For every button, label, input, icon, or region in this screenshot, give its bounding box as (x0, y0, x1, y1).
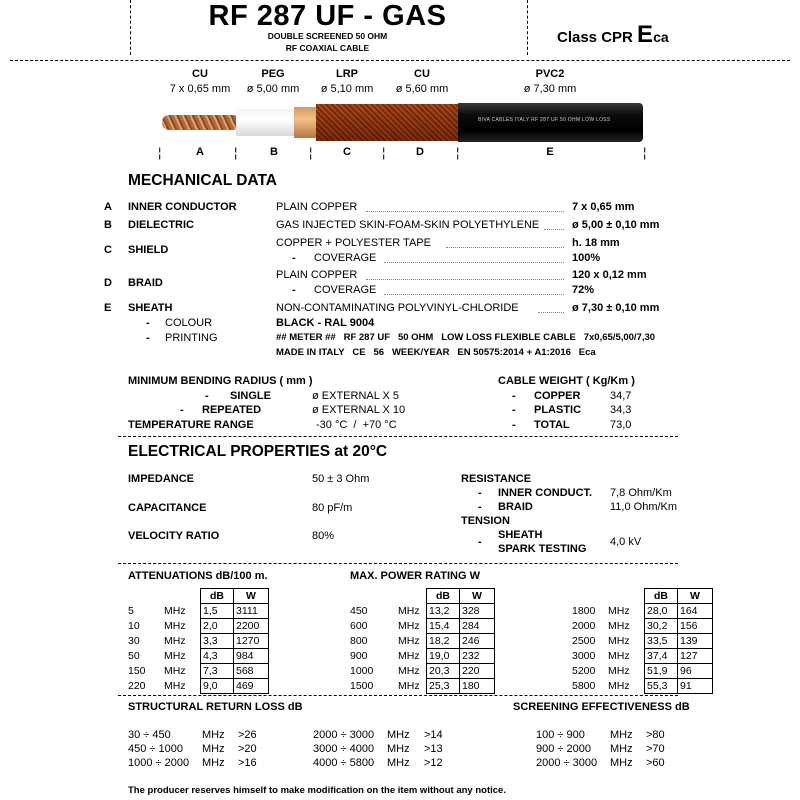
resistance-title: RESISTANCE (461, 473, 532, 485)
colour-value: BLACK - RAL 9004 (276, 317, 375, 329)
db-cell: 51,9 (645, 664, 678, 679)
unit-cell: MHz (608, 619, 630, 632)
bending-value: ø EXTERNAL X 10 (312, 404, 406, 416)
table-row (350, 619, 495, 634)
w-cell: 284 (460, 619, 495, 634)
section-divider (118, 563, 678, 564)
weight-title: CABLE WEIGHT ( Kg/Km ) (498, 375, 635, 387)
electrical-value: 80 pF/m (312, 502, 353, 514)
value-cell: >12 (424, 757, 443, 769)
bending-label: REPEATED (202, 404, 262, 416)
section-tick: ¦ (234, 145, 238, 160)
unit-cell: MHz (164, 664, 186, 677)
db-cell: 7,3 (201, 664, 234, 679)
weight-dash: - (512, 404, 516, 416)
freq-cell: 1800 (572, 604, 596, 617)
printing-dash: - (146, 332, 150, 344)
weight-dash: - (512, 419, 516, 431)
section-tick: ¦ (158, 145, 162, 160)
value-cell: >14 (424, 729, 443, 741)
section-tick: ¦ (382, 145, 386, 160)
row-desc: PLAIN COPPER (276, 201, 358, 213)
freq-cell: 30 (128, 634, 140, 647)
w-cell: 1270 (234, 634, 269, 649)
w-cell: 220 (460, 664, 495, 679)
table-row (350, 604, 495, 619)
table-row (572, 604, 713, 619)
w-cell: 469 (234, 679, 269, 694)
foil-shield (294, 107, 318, 138)
bending-dash: - (205, 390, 209, 402)
unit-cell: MHz (610, 729, 633, 741)
section-tick: ¦ (456, 145, 460, 160)
value-cell: >60 (646, 757, 665, 769)
freq-cell: 220 (128, 679, 146, 692)
leader-dots (384, 294, 564, 295)
range-cell: 2000 ÷ 3000 (536, 757, 598, 769)
row-letter: C (104, 244, 112, 256)
table-row (350, 664, 495, 679)
bending-label: SINGLE (230, 390, 271, 402)
row-desc: GAS INJECTED SKIN-FOAM-SKIN POLYETHYLENE (276, 219, 540, 231)
db-cell: 4,3 (201, 649, 234, 664)
mechanical-data-title: MECHANICAL DATA (128, 172, 277, 189)
footer-note: The producer reserves himself to make modification on the item without any notice. (128, 785, 506, 796)
freq-cell: 3000 (572, 649, 596, 662)
w-cell: 127 (678, 649, 713, 664)
power-title: MAX. POWER RATING W (350, 570, 480, 582)
table-row (128, 619, 269, 634)
w-cell: 246 (460, 634, 495, 649)
w-cell: 232 (460, 649, 495, 664)
unit-cell: MHz (608, 679, 630, 692)
range-cell: 4000 ÷ 5800 (313, 757, 375, 769)
tension-sub-2: SPARK TESTING (498, 543, 587, 555)
sub-value: 72% (572, 284, 595, 296)
db-cell: 1,5 (201, 604, 234, 619)
range-cell: 900 ÷ 2000 (536, 743, 591, 755)
sub-dash: - (292, 252, 296, 264)
table-row (128, 664, 269, 679)
col-w-header: W (460, 589, 495, 604)
range-cell: 2000 ÷ 3000 (313, 729, 375, 741)
electrical-label: IMPEDANCE (128, 473, 195, 485)
row-value: 7 x 0,65 mm (572, 201, 635, 213)
w-cell: 91 (678, 679, 713, 694)
inner-conductor (162, 115, 240, 130)
freq-cell: 5 (128, 604, 134, 617)
col-w-header: W (678, 589, 713, 604)
unit-cell: MHz (387, 757, 410, 769)
w-cell: 139 (678, 634, 713, 649)
row-label: DIELECTRIC (128, 219, 194, 231)
db-cell: 3,3 (201, 634, 234, 649)
value-cell: >16 (238, 757, 257, 769)
w-cell: 96 (678, 664, 713, 679)
resistance-dash: - (478, 487, 482, 499)
unit-cell: MHz (398, 649, 420, 662)
row-letter: A (104, 201, 112, 213)
row-letter: E (104, 302, 112, 314)
unit-cell: MHz (608, 649, 630, 662)
freq-cell: 5200 (572, 664, 596, 677)
db-cell: 37,4 (645, 649, 678, 664)
row-desc: COPPER + POLYESTER TAPE (276, 237, 431, 249)
page-title: RF 287 UF - GAS (208, 0, 447, 32)
electrical-label: CAPACITANCE (128, 502, 207, 514)
bending-dash: - (180, 404, 184, 416)
unit-cell: MHz (398, 604, 420, 617)
freq-cell: 10 (128, 619, 140, 632)
weight-label: PLASTIC (534, 404, 582, 416)
freq-cell: 2500 (572, 634, 596, 647)
tension-title: TENSION (461, 515, 510, 527)
table-row (128, 679, 269, 694)
table-row (572, 679, 713, 694)
unit-cell: MHz (608, 604, 630, 617)
unit-cell: MHz (387, 743, 410, 755)
range-cell: 30 ÷ 450 (128, 729, 171, 741)
db-cell: 13,2 (427, 604, 460, 619)
row-value: ø 5,00 ± 0,10 mm (572, 219, 660, 231)
table-header-row (572, 589, 713, 604)
weight-dash: - (512, 390, 516, 402)
electrical-label: VELOCITY RATIO (128, 530, 220, 542)
row-letter: B (104, 219, 112, 231)
resistance-dash: - (478, 501, 482, 513)
unit-cell: MHz (608, 634, 630, 647)
unit-cell: MHz (202, 757, 225, 769)
layer-name: LRP (336, 68, 358, 80)
section-letter: B (270, 146, 278, 158)
printing-line-2: MADE IN ITALY CE 56 WEEK/YEAR EN 50575:2014 + A1:2016 Eca (276, 347, 596, 358)
freq-cell: 2000 (572, 619, 596, 632)
range-cell: 1000 ÷ 2000 (128, 757, 190, 769)
class-cpr-sub: ca (653, 29, 669, 45)
weight-label: TOTAL (534, 419, 570, 431)
value-cell: >20 (238, 743, 257, 755)
layer-dim: ø 7,30 mm (523, 83, 577, 95)
value-cell: >80 (646, 729, 665, 741)
w-cell: 164 (678, 604, 713, 619)
unit-cell: MHz (387, 729, 410, 741)
freq-cell: 50 (128, 649, 140, 662)
row-value: 120 x 0,12 mm (572, 269, 647, 281)
weight-value: 73,0 (610, 419, 632, 431)
leader-dots (384, 262, 564, 263)
layer-dim: ø 5,10 mm (320, 83, 374, 95)
row-letter: D (104, 277, 112, 289)
class-cpr-label: Class CPR (557, 29, 633, 46)
header-divider-left (130, 0, 131, 55)
row-desc: PLAIN COPPER (276, 269, 358, 281)
table-row (350, 634, 495, 649)
subtitle-line-1: DOUBLE SCREENED 50 OHM (267, 31, 388, 41)
db-cell: 2,0 (201, 619, 234, 634)
unit-cell: MHz (398, 619, 420, 632)
sub-dash: - (292, 284, 296, 296)
range-cell: 450 ÷ 1000 (128, 743, 183, 755)
unit-cell: MHz (164, 679, 186, 692)
section-letter: C (343, 146, 351, 158)
w-cell: 156 (678, 619, 713, 634)
row-desc: NON-CONTAMINATING POLYVINYL-CHLORIDE (276, 302, 519, 314)
dielectric (236, 109, 296, 136)
table-row (572, 664, 713, 679)
unit-cell: MHz (164, 604, 186, 617)
row-value: ø 7,30 ± 0,10 mm (572, 302, 660, 314)
section-letter: A (196, 146, 204, 158)
layer-dim: 7 x 0,65 mm (169, 83, 231, 95)
db-cell: 9,0 (201, 679, 234, 694)
section-tick: ¦ (309, 145, 313, 160)
layer-name: CU (192, 68, 208, 80)
electrical-value: 80% (312, 530, 335, 542)
table-row (128, 634, 269, 649)
return-loss-title: STRUCTURAL RETURN LOSS dB (128, 701, 303, 713)
w-cell: 2200 (234, 619, 269, 634)
screening-title: SCREENING EFFECTIVENESS dB (513, 701, 690, 713)
freq-cell: 900 (350, 649, 368, 662)
range-cell: 100 ÷ 900 (536, 729, 585, 741)
tension-sub-1: SHEATH (498, 529, 543, 541)
col-db-header: dB (201, 589, 234, 604)
layer-dim: ø 5,60 mm (395, 83, 449, 95)
range-cell: 3000 ÷ 4000 (313, 743, 375, 755)
leader-dots (544, 229, 564, 230)
subtitle-line-2: RF COAXIAL CABLE (285, 43, 370, 53)
sub-value: 100% (572, 252, 601, 264)
layer-name: PVC2 (535, 68, 565, 80)
temperature-value: -30 °C / +70 °C (316, 419, 397, 431)
unit-cell: MHz (202, 729, 225, 741)
section-letter: D (416, 146, 424, 158)
table-row (572, 634, 713, 649)
table-row (350, 679, 495, 694)
table-header-row (350, 589, 495, 604)
table-row (128, 649, 269, 664)
row-label: INNER CONDUCTOR (128, 201, 237, 213)
db-cell: 30,2 (645, 619, 678, 634)
attenuation-table-2 (350, 588, 495, 694)
bending-value: ø EXTERNAL X 5 (312, 390, 400, 402)
table-row (350, 649, 495, 664)
layer-name: CU (414, 68, 430, 80)
freq-cell: 600 (350, 619, 368, 632)
weight-label: COPPER (534, 390, 581, 402)
freq-cell: 150 (128, 664, 146, 677)
w-cell: 568 (234, 664, 269, 679)
col-w-header: W (234, 589, 269, 604)
unit-cell: MHz (398, 679, 420, 692)
class-cpr-main: E (637, 21, 654, 48)
leader-dots (366, 211, 564, 212)
section-divider (118, 436, 678, 437)
weight-value: 34,3 (610, 404, 632, 416)
db-cell: 20,3 (427, 664, 460, 679)
freq-cell: 5800 (572, 679, 596, 692)
leader-dots (446, 247, 564, 248)
section-divider (118, 695, 678, 696)
freq-cell: 1000 (350, 664, 374, 677)
value-cell: >13 (424, 743, 443, 755)
leader-dots (538, 312, 564, 313)
layer-dim: ø 5,00 mm (246, 83, 300, 95)
printing-label: PRINTING (165, 332, 218, 344)
resistance-value: 7,8 Ohm/Km (610, 487, 672, 499)
db-cell: 25,3 (427, 679, 460, 694)
class-cpr (557, 21, 669, 49)
freq-cell: 1500 (350, 679, 374, 692)
temperature-label: TEMPERATURE RANGE (128, 419, 254, 431)
table-row (572, 649, 713, 664)
section-tick: ¦ (643, 145, 647, 160)
value-cell: >70 (646, 743, 665, 755)
table-header-row (128, 589, 269, 604)
row-value: h. 18 mm (572, 237, 620, 249)
layer-name: PEG (261, 68, 285, 80)
resistance-value: 11,0 Ohm/Km (610, 501, 678, 513)
resistance-label: BRAID (498, 501, 533, 513)
electrical-value: 50 ± 3 Ohm (312, 473, 370, 485)
printing-line-1: ## METER ## RF 287 UF 50 OHM LOW LOSS FLEXIBLE CABLE 7x0,65/5,00/7,30 (276, 332, 656, 343)
freq-cell: 450 (350, 604, 368, 617)
unit-cell: MHz (164, 619, 186, 632)
table-row (128, 604, 269, 619)
attenuation-table-1 (128, 588, 269, 694)
leader-dots (366, 279, 564, 280)
unit-cell: MHz (398, 664, 420, 677)
unit-cell: MHz (610, 743, 633, 755)
section-letter: E (546, 146, 554, 158)
header-bottom-divider (10, 60, 790, 61)
unit-cell: MHz (164, 649, 186, 662)
db-cell: 55,3 (645, 679, 678, 694)
value-cell: >26 (238, 729, 257, 741)
tension-value: 4,0 kV (610, 536, 642, 548)
copper-braid (316, 104, 460, 141)
col-db-header: dB (645, 589, 678, 604)
w-cell: 180 (460, 679, 495, 694)
freq-cell: 800 (350, 634, 368, 647)
bending-title: MINIMUM BENDING RADIUS ( mm ) (128, 375, 313, 387)
unit-cell: MHz (608, 664, 630, 677)
sub-desc: COVERAGE (314, 284, 377, 296)
unit-cell: MHz (610, 757, 633, 769)
colour-dash: - (146, 317, 150, 329)
db-cell: 18,2 (427, 634, 460, 649)
jacket-print: BIVA CABLES ITALY RF 287 UF 50 OHM LOW LOSS (478, 117, 611, 123)
w-cell: 328 (460, 604, 495, 619)
row-label: SHEATH (128, 302, 173, 314)
attenuation-title: ATTENUATIONS dB/100 m. (128, 570, 268, 582)
row-label: SHIELD (128, 244, 169, 256)
row-label: BRAID (128, 277, 163, 289)
col-db-header: dB (427, 589, 460, 604)
db-cell: 33,5 (645, 634, 678, 649)
colour-label: COLOUR (165, 317, 213, 329)
unit-cell: MHz (202, 743, 225, 755)
w-cell: 3111 (234, 604, 269, 619)
unit-cell: MHz (164, 634, 186, 647)
weight-value: 34,7 (610, 390, 632, 402)
unit-cell: MHz (398, 634, 420, 647)
w-cell: 984 (234, 649, 269, 664)
db-cell: 15,4 (427, 619, 460, 634)
attenuation-table-3 (572, 588, 713, 694)
resistance-label: INNER CONDUCT. (498, 487, 593, 499)
electrical-title: ELECTRICAL PROPERTIES at 20°C (128, 443, 388, 460)
db-cell: 19,0 (427, 649, 460, 664)
header-divider-right (527, 0, 528, 55)
tension-dash: - (478, 536, 482, 548)
sub-desc: COVERAGE (314, 252, 377, 264)
table-row (572, 619, 713, 634)
db-cell: 28,0 (645, 604, 678, 619)
